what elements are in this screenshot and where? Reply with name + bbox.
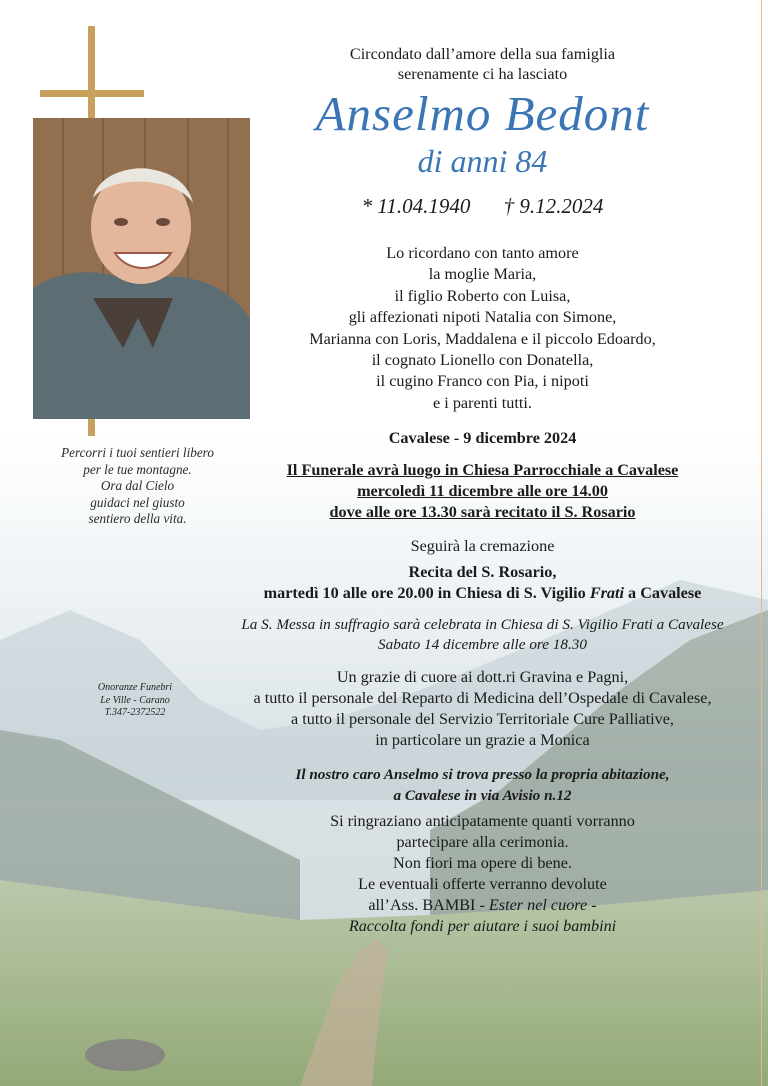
thanks-line: a tutto il personale del Reparto di Medicina dell’Ospedale di Cavalese, <box>253 689 712 707</box>
closing-line: Le eventuali offerte verranno devolute <box>358 875 607 893</box>
poem-line: sentiero della vita. <box>88 511 187 526</box>
mass-line: Sabato 14 dicembre alle ore 18.30 <box>378 636 587 653</box>
place-date: Cavalese - 9 dicembre 2024 <box>388 429 577 447</box>
family-line: e i parenti tutti. <box>433 393 532 412</box>
family-line: il cognato Lionello con Donatella, <box>371 351 594 370</box>
mass-info <box>205 615 760 655</box>
association-line <box>205 895 760 916</box>
family-line: Marianna con Loris, Maddalena e il piccolo Edoardo, <box>309 329 656 348</box>
closing-text <box>205 811 760 937</box>
poem-line: Percorri i tuoi sentieri libero <box>61 445 214 460</box>
thanks-text <box>205 667 760 751</box>
association-italic: Ester nel cuore - <box>488 896 597 914</box>
closing-line: partecipare alla cerimonia. <box>396 833 569 851</box>
life-dates <box>205 192 760 220</box>
family-line: Lo ricordano con tanto amore <box>386 244 579 262</box>
family-line: gli affezionati nipoti Natalia con Simone, <box>348 308 617 327</box>
family-line: il cugino Franco con Pia, i nipoti <box>376 372 589 391</box>
home-line: a Cavalese in via Avisio n.12 <box>393 787 572 804</box>
funeral-line: dove alle ore 13.30 sarà recitato il S. Rosario <box>329 503 636 521</box>
closing-line: Si ringraziano anticipatamente quanti vorranno <box>330 812 635 830</box>
intro-line: serenamente ci ha lasciato <box>397 65 568 83</box>
funeral-line: Il Funerale avrà luogo in Chiesa Parrocchiale a Cavalese <box>286 461 679 479</box>
poem-line: Ora dal Cielo <box>100 478 175 493</box>
cremation-note: Seguirà la cremazione <box>410 537 555 555</box>
rosary-details-italic: Frati <box>589 584 624 602</box>
thanks-line: in particolare un grazie a Monica <box>375 731 590 749</box>
rosary-details-end: a Cavalese <box>624 584 702 602</box>
intro-text <box>205 44 760 84</box>
rosary-details-text: martedì 10 alle ore 20.00 in Chiesa di S. Vigilio <box>263 584 590 602</box>
cross-icon-horizontal <box>40 90 144 97</box>
family-line: la moglie Maria, <box>428 265 537 284</box>
birth-date: * 11.04.1940 <box>361 194 471 218</box>
rosary-info <box>205 562 760 604</box>
fundraising-line: Raccolta fondi per aiutare i suoi bambini <box>348 917 617 935</box>
funeral-line: mercoledì 11 dicembre alle ore 14.00 <box>357 482 608 500</box>
thanks-line: Un grazie di cuore ai dott.ri Gravina e Pagni, <box>336 668 629 686</box>
rosary-details <box>205 583 760 604</box>
funeral-home-info <box>70 682 200 720</box>
closing-line: Non fiori ma opere di bene. <box>393 854 572 872</box>
home-note <box>205 764 760 806</box>
funeral-home-name: Onoranze Funebri <box>97 682 173 693</box>
family-list <box>205 243 760 414</box>
deceased-name: Anselmo Bedont <box>315 86 650 141</box>
family-line: il figlio Roberto con Luisa, <box>394 286 571 305</box>
death-date: † 9.12.2024 <box>503 194 604 218</box>
intro-line: Circondato dall’amore della sua famiglia <box>349 45 616 63</box>
poem-line: guidaci nel giusto <box>90 494 185 510</box>
rosary-title: Recita del S. Rosario, <box>408 563 557 581</box>
funeral-home-location: Le Ville - Carano <box>100 694 170 706</box>
poem-line: per le tue montagne. <box>83 461 192 477</box>
mass-line: La S. Messa in suffragio sarà celebrata in Chiesa di S. Vigilio Frati a Cavalese <box>241 616 724 633</box>
funeral-announcement <box>205 460 760 523</box>
right-border-line <box>761 0 762 1086</box>
thanks-line: a tutto il personale del Servizio Territoriale Cure Palliative, <box>291 710 674 728</box>
funeral-home-phone: T.347-2372522 <box>104 707 166 718</box>
home-line: Il nostro caro Anselmo si trova presso la propria abitazione, <box>295 766 670 783</box>
association-name: all’Ass. BAMBI - <box>368 896 489 914</box>
deceased-age: di anni 84 <box>417 143 548 179</box>
